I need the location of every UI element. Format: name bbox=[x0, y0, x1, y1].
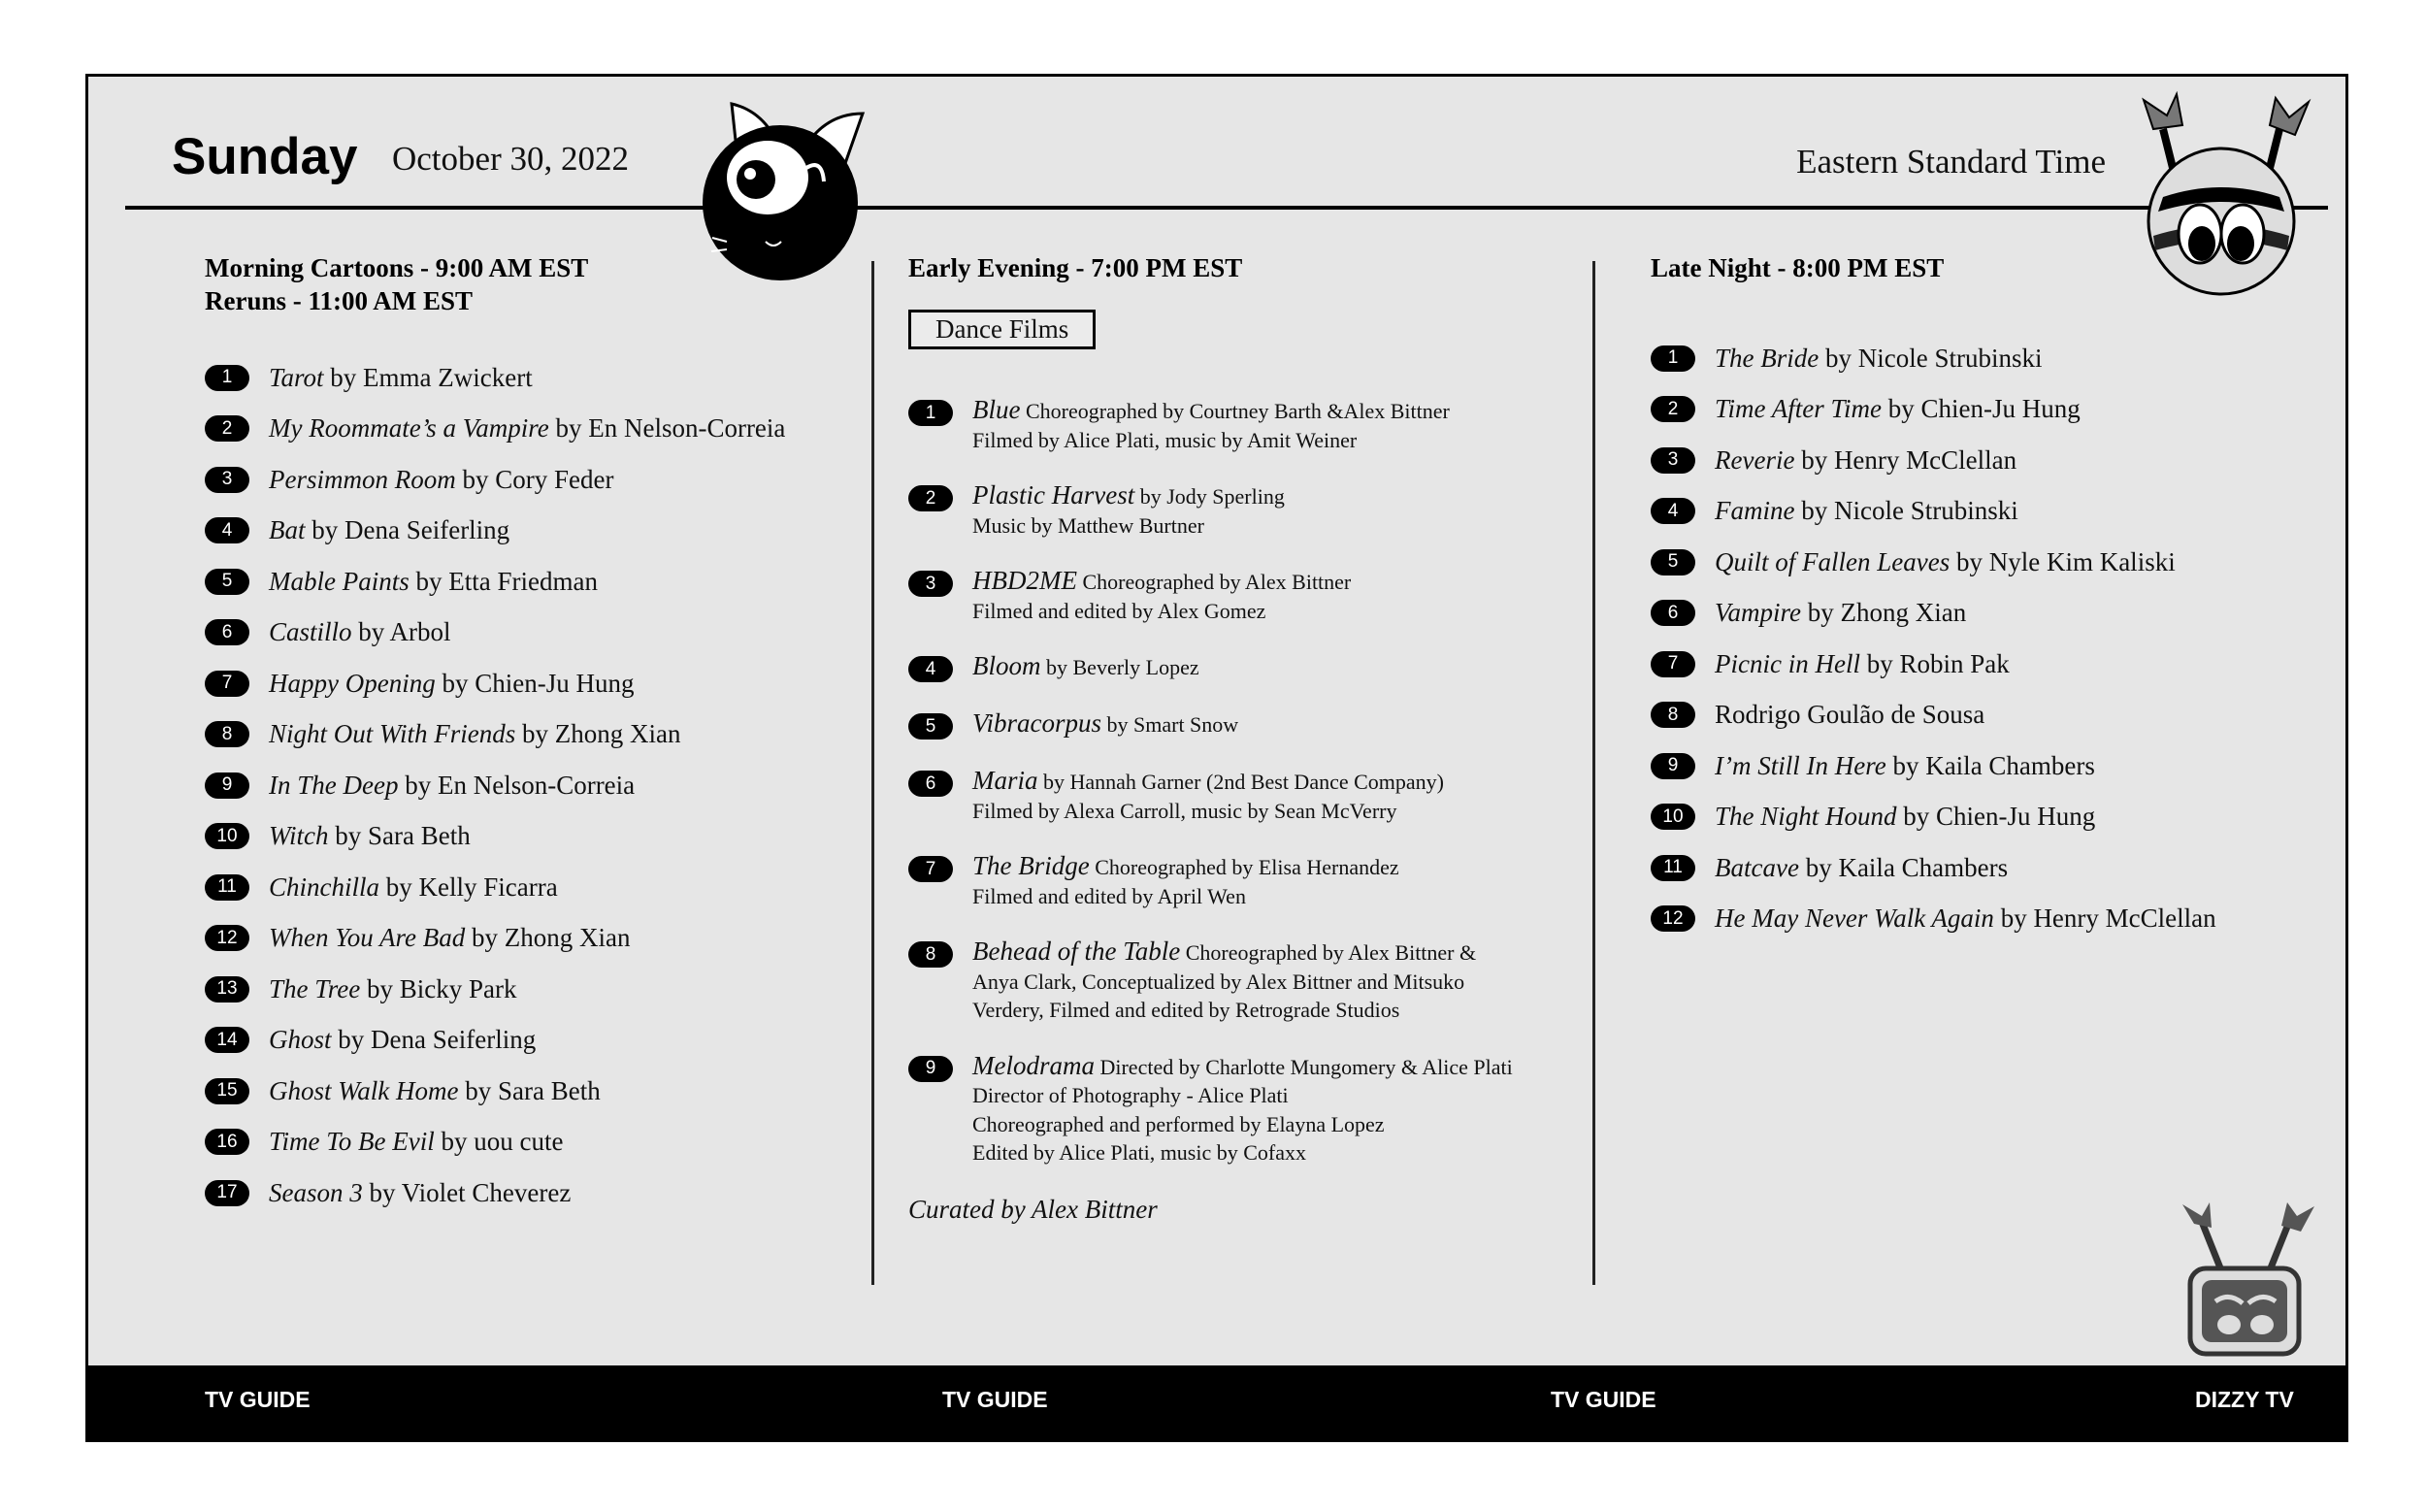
footer-label: TV GUIDE bbox=[1551, 1387, 1656, 1412]
header-rule bbox=[125, 206, 2328, 210]
program-number-badge: 2 bbox=[1651, 396, 1695, 422]
program-number-badge: 5 bbox=[1651, 549, 1695, 575]
film-credit-line: Choreographed and performed by Elayna Lopez bbox=[972, 1111, 1385, 1136]
program-title: Persimmon Room bbox=[269, 464, 456, 494]
program-title: Witch bbox=[269, 821, 329, 851]
film-title: Bloom bbox=[972, 651, 1041, 680]
film-credit-line: Filmed by Alice Plati, music by Amit Weiner bbox=[972, 427, 1358, 452]
program-credit: by uou cute bbox=[434, 1127, 564, 1157]
film-title: Melodrama bbox=[972, 1050, 1095, 1080]
program-item bbox=[205, 454, 816, 506]
film-credit-line: Directed by Charlotte Mungomery & Alice Plati bbox=[1094, 1054, 1513, 1079]
program-credit: by Robin Pak bbox=[1859, 648, 2010, 678]
program-number-badge: 7 bbox=[908, 856, 953, 882]
program-title: When You Are Bad bbox=[269, 923, 466, 953]
program-credit: by Kaila Chambers bbox=[1798, 852, 2009, 882]
program-number-badge: 7 bbox=[1651, 651, 1695, 677]
program-number-badge: 15 bbox=[205, 1078, 249, 1104]
film-credits bbox=[972, 709, 1238, 740]
date-label: October 30, 2022 bbox=[392, 140, 629, 178]
program-item bbox=[1651, 639, 2272, 690]
program-credit: by Sara Beth bbox=[328, 821, 471, 851]
program-title: My Roommate’s a Vampire bbox=[269, 413, 549, 444]
program-credit: by Cory Feder bbox=[455, 464, 614, 494]
footer-label: TV GUIDE bbox=[205, 1387, 311, 1412]
footer-label: TV GUIDE bbox=[942, 1387, 1048, 1412]
program-item bbox=[1651, 384, 2272, 436]
program-item bbox=[1651, 842, 2272, 894]
program-number-badge: 9 bbox=[205, 772, 249, 799]
late-night-section bbox=[1651, 251, 2272, 944]
program-title: Bat bbox=[269, 515, 306, 545]
film-credits bbox=[972, 396, 1450, 454]
program-number-badge: 14 bbox=[205, 1027, 249, 1053]
program-number-badge: 11 bbox=[1651, 855, 1695, 881]
film-title: Vibracorpus bbox=[972, 708, 1101, 738]
program-number-badge: 4 bbox=[908, 656, 953, 682]
program-title: Mable Paints bbox=[269, 566, 410, 596]
film-credit-line: Filmed and edited by April Wen bbox=[972, 883, 1246, 908]
program-title: Batcave bbox=[1715, 852, 1799, 882]
dance-film-item bbox=[908, 937, 1588, 1025]
morning-title: Morning Cartoons - 9:00 AM EST bbox=[205, 253, 589, 282]
film-title: Behead of the Table bbox=[972, 937, 1181, 966]
day-title: Sunday bbox=[172, 128, 358, 185]
program-title: Season 3 bbox=[269, 1177, 363, 1207]
program-title: The Night Hound bbox=[1715, 802, 1897, 832]
program-credit: by Bicky Park bbox=[360, 973, 517, 1003]
program-credit: by En Nelson-Correia bbox=[548, 413, 786, 444]
program-item bbox=[205, 506, 816, 557]
program-title: The Bride bbox=[1715, 343, 1820, 373]
program-number-badge: 11 bbox=[205, 874, 249, 901]
film-credits bbox=[972, 652, 1199, 682]
program-item bbox=[1651, 486, 2272, 538]
program-credit: by Zhong Xian bbox=[1801, 598, 1967, 628]
program-item bbox=[205, 1117, 816, 1168]
program-item bbox=[1651, 792, 2272, 843]
film-credit-line: by Smart Snow bbox=[1101, 712, 1239, 737]
evening-list bbox=[908, 396, 1588, 1167]
program-item bbox=[205, 608, 816, 659]
film-credits bbox=[972, 481, 1285, 540]
program-number-badge: 8 bbox=[205, 721, 249, 747]
program-title: Picnic in Hell bbox=[1715, 648, 1860, 678]
program-number-badge: 1 bbox=[205, 365, 249, 391]
program-number-badge: 1 bbox=[908, 400, 953, 426]
program-title: In The Deep bbox=[269, 770, 399, 800]
film-credit-line: Choreographed by Courtney Barth &Alex Bittner bbox=[1020, 399, 1450, 423]
program-credit: by Kaila Chambers bbox=[1885, 750, 2095, 780]
film-title: Blue bbox=[972, 395, 1021, 424]
program-credit: by Nicole Strubinski bbox=[1819, 343, 2043, 373]
program-credit: by Emma Zwickert bbox=[323, 362, 533, 392]
program-title: Chinchilla bbox=[269, 871, 379, 902]
film-credits bbox=[972, 852, 1399, 910]
program-title: Night Out With Friends bbox=[269, 719, 516, 749]
film-credit-line: Anya Clark, Conceptualized by Alex Bittner and Mitsuko bbox=[972, 969, 1465, 994]
program-credit: by Zhong Xian bbox=[515, 719, 681, 749]
program-number-badge: 3 bbox=[205, 467, 249, 493]
timezone-label: Eastern Standard Time bbox=[1796, 143, 2106, 181]
film-credit-line: Choreographed by Alex Bittner & bbox=[1180, 940, 1477, 965]
program-title: Reverie bbox=[1715, 444, 1795, 475]
late-night-title: Late Night - 8:00 PM EST bbox=[1651, 253, 1945, 282]
program-number-badge: 5 bbox=[908, 713, 953, 740]
program-number-badge: 2 bbox=[908, 485, 953, 511]
program-number-badge: 6 bbox=[205, 619, 249, 645]
column-divider bbox=[871, 261, 874, 1285]
program-number-badge: 6 bbox=[1651, 600, 1695, 626]
program-item bbox=[205, 760, 816, 811]
program-credit: by Chien-Ju Hung bbox=[1896, 802, 2096, 832]
program-credit: by Henry McClellan bbox=[1993, 904, 2216, 934]
program-item bbox=[205, 811, 816, 863]
program-credit: by Etta Friedman bbox=[409, 566, 598, 596]
program-item bbox=[205, 352, 816, 404]
program-title: Vampire bbox=[1715, 598, 1801, 628]
film-credit-line: by Jody Sperling bbox=[1134, 484, 1285, 509]
dance-films-badge: Dance Films bbox=[908, 310, 1096, 349]
program-credit: by Kelly Ficarra bbox=[379, 871, 558, 902]
program-number-badge: 6 bbox=[908, 771, 953, 797]
program-number-badge: 12 bbox=[205, 925, 249, 951]
program-item bbox=[205, 556, 816, 608]
program-credit: by Nicole Strubinski bbox=[1794, 496, 2018, 526]
column-divider bbox=[1592, 261, 1595, 1285]
dance-film-item bbox=[908, 652, 1588, 682]
dance-film-item bbox=[908, 396, 1588, 454]
program-title: Castillo bbox=[269, 617, 352, 647]
dance-film-item bbox=[908, 481, 1588, 540]
program-number-badge: 3 bbox=[1651, 447, 1695, 474]
program-title: Quilt of Fallen Leaves bbox=[1715, 546, 1951, 576]
program-item bbox=[205, 964, 816, 1015]
program-number-badge: 10 bbox=[205, 823, 249, 849]
program-credit: by Nyle Kim Kaliski bbox=[1950, 546, 2176, 576]
program-title: Time To Be Evil bbox=[269, 1127, 435, 1157]
film-title: The Bridge bbox=[972, 851, 1090, 880]
dance-film-item bbox=[908, 709, 1588, 740]
film-credits bbox=[972, 567, 1351, 625]
program-number-badge: 9 bbox=[1651, 753, 1695, 779]
program-number-badge: 17 bbox=[205, 1180, 249, 1206]
late-night-list bbox=[1651, 333, 2272, 944]
program-credit: by Arbol bbox=[351, 617, 451, 647]
program-item bbox=[1651, 537, 2272, 588]
tv-guide-page bbox=[85, 74, 2348, 1442]
program-title: Ghost bbox=[269, 1025, 332, 1055]
film-credit-line: Filmed and edited by Alex Gomez bbox=[972, 598, 1266, 623]
program-credit: by Henry McClellan bbox=[1794, 444, 2017, 475]
program-credit: by Sara Beth bbox=[458, 1075, 601, 1105]
program-item bbox=[1651, 690, 2272, 741]
film-credit-line: Choreographed by Alex Bittner bbox=[1076, 570, 1352, 594]
evening-title: Early Evening - 7:00 PM EST bbox=[908, 253, 1243, 282]
curator-credit: Curated by Alex Bittner bbox=[908, 1194, 1158, 1224]
program-title: Time After Time bbox=[1715, 394, 1883, 424]
program-title: The Tree bbox=[269, 973, 361, 1003]
film-title: Maria bbox=[972, 766, 1038, 795]
footer-bar bbox=[88, 1365, 2345, 1439]
film-credit-line: Choreographed by Elisa Hernandez bbox=[1089, 855, 1399, 879]
evening-section bbox=[908, 251, 1588, 1225]
program-number-badge: 12 bbox=[1651, 905, 1695, 932]
program-credit: by Zhong Xian bbox=[465, 923, 631, 953]
program-item bbox=[1651, 588, 2272, 640]
film-credit-line: Verdery, Filmed and edited by Retrograde Studios bbox=[972, 998, 1400, 1022]
program-item bbox=[205, 1167, 816, 1219]
program-item bbox=[205, 1015, 816, 1067]
footer-brand: DIZZY TV bbox=[2195, 1387, 2294, 1412]
program-number-badge: 8 bbox=[1651, 702, 1695, 728]
film-title: HBD2ME bbox=[972, 566, 1077, 595]
program-item bbox=[205, 709, 816, 761]
program-number-badge: 3 bbox=[908, 571, 953, 597]
program-item bbox=[205, 1066, 816, 1117]
program-number-badge: 16 bbox=[205, 1129, 249, 1155]
program-number-badge: 4 bbox=[1651, 498, 1695, 524]
program-title: I’m Still In Here bbox=[1715, 750, 1886, 780]
program-credit: by Chien-Ju Hung bbox=[1882, 394, 2081, 424]
program-number-badge: 9 bbox=[908, 1056, 953, 1082]
program-credit: by Dena Seiferling bbox=[305, 515, 510, 545]
program-item bbox=[205, 913, 816, 965]
film-credit-line: by Beverly Lopez bbox=[1040, 655, 1199, 679]
program-item bbox=[205, 658, 816, 709]
program-number-badge: 2 bbox=[205, 415, 249, 442]
dance-film-item bbox=[908, 567, 1588, 625]
program-number-badge: 4 bbox=[205, 517, 249, 543]
film-credit-line: Director of Photography - Alice Plati bbox=[972, 1083, 1289, 1107]
dizzy-tv-logo-icon bbox=[2173, 1202, 2318, 1367]
program-number-badge: 8 bbox=[908, 941, 953, 968]
program-title: He May Never Walk Again bbox=[1715, 904, 1994, 934]
program-item bbox=[205, 862, 816, 913]
program-item bbox=[1651, 333, 2272, 384]
dance-film-item bbox=[908, 852, 1588, 910]
program-number-badge: 1 bbox=[1651, 345, 1695, 372]
program-number-badge: 5 bbox=[205, 569, 249, 595]
program-credit: by En Nelson-Correia bbox=[398, 770, 636, 800]
dance-film-item bbox=[908, 767, 1588, 825]
morning-section bbox=[205, 251, 816, 1219]
film-credit-line: Music by Matthew Burtner bbox=[972, 512, 1204, 538]
program-number-badge: 10 bbox=[1651, 804, 1695, 830]
program-title: Happy Opening bbox=[269, 668, 436, 698]
film-title: Plastic Harvest bbox=[972, 480, 1135, 509]
program-title: Tarot bbox=[269, 362, 324, 392]
program-credit: by Dena Seiferling bbox=[331, 1025, 537, 1055]
program-title: Ghost Walk Home bbox=[269, 1075, 459, 1105]
program-number-badge: 7 bbox=[205, 671, 249, 697]
program-number-badge: 13 bbox=[205, 976, 249, 1003]
program-credit: by Chien-Ju Hung bbox=[435, 668, 635, 698]
program-item bbox=[1651, 894, 2272, 945]
film-credits bbox=[972, 1052, 1513, 1167]
dance-film-item bbox=[908, 1052, 1588, 1167]
program-title: Famine bbox=[1715, 496, 1795, 526]
film-credit-line: Filmed by Alexa Carroll, music by Sean McVerry bbox=[972, 798, 1397, 823]
film-credits bbox=[972, 937, 1476, 1025]
program-item bbox=[1651, 740, 2272, 792]
film-credits bbox=[972, 767, 1444, 825]
reruns-title: Reruns - 11:00 AM EST bbox=[205, 286, 474, 315]
film-credit-line: by Hannah Garner (2nd Best Dance Company) bbox=[1037, 770, 1444, 794]
program-credit: Rodrigo Goulão de Sousa bbox=[1715, 700, 1985, 730]
morning-list bbox=[205, 352, 816, 1219]
program-item bbox=[205, 404, 816, 455]
program-credit: by Violet Cheverez bbox=[362, 1177, 572, 1207]
program-item bbox=[1651, 435, 2272, 486]
film-credit-line: Edited by Alice Plati, music by Cofaxx bbox=[972, 1140, 1307, 1165]
